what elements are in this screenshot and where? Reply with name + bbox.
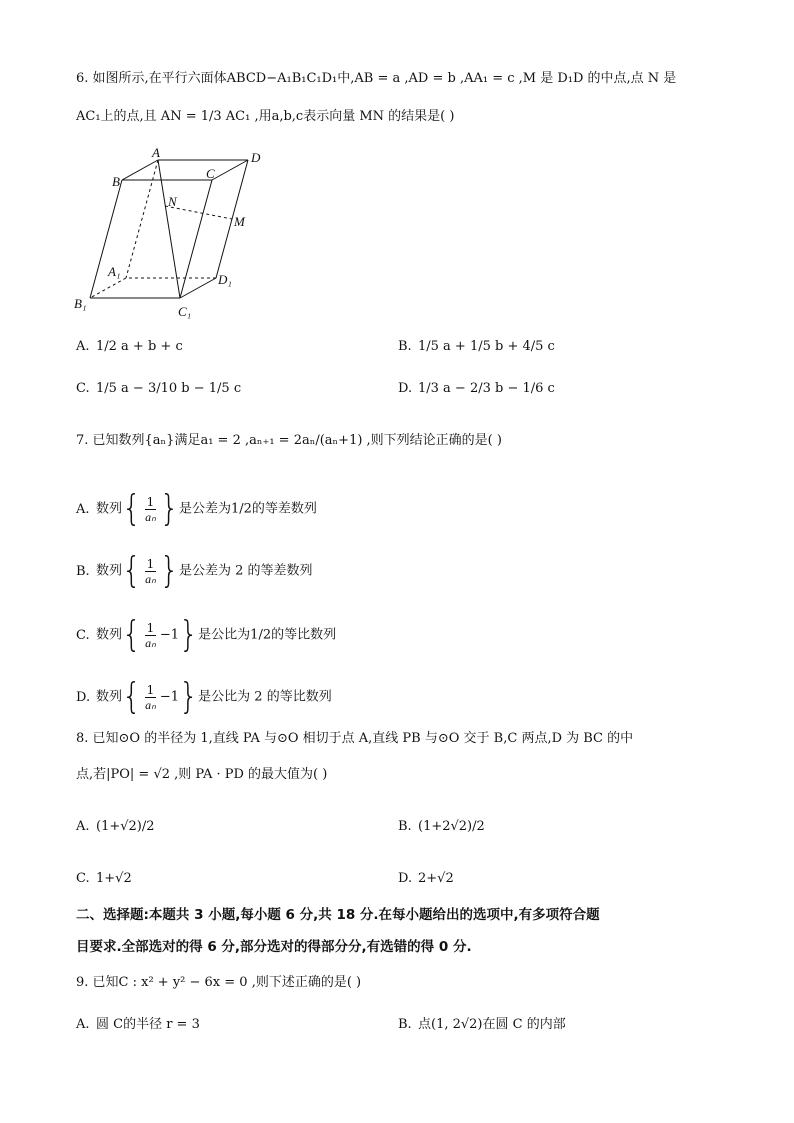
label-B1: B₁ [74,296,87,311]
label-A: A [152,148,160,160]
q8-option-b[interactable]: B. (1+2√2)/2 [398,819,485,834]
q7-stem: 7. 已知数列{aₙ}满足a₁ = 2 ,aₙ₊₁ = 2aₙ/(aₙ+1) ,则下列结论正确的是( ) [76,433,502,448]
q6-stem-line1: 6. 如图所示,在平行六面体ABCD−A₁B₁C₁D₁中,AB = a ,AD = b ,AA₁ = c ,M 是 D₁D 的中点,点 N 是 [76,71,677,86]
q9-option-b[interactable]: B. 点(1, 2√2)在圆 C 的内部 [398,1017,566,1032]
q7-option-b[interactable]: B. 数列{ $\frac{1}{\text{aₙ}}$ }是公差为 2 的等差数列 [76,549,313,592]
label-M: M [234,214,245,229]
q8-option-c[interactable]: C. 1+√2 [76,871,132,886]
q8-option-a[interactable]: A. (1+√2)/2 [76,819,155,834]
q6-option-d[interactable]: D. 1/3 a − 2/3 b − 1/6 c [398,381,555,396]
q8-stem-line2: 点,若|PO| = √2 ,则 PA · PD 的最大值为( ) [76,767,328,782]
label-D: D [251,150,261,165]
q6-stem-line2: AC₁上的点,且 AN = 1/3 AC₁ ,用a,b,c表示向量 MN 的结果是( ) [76,109,455,124]
label-N: N [168,194,177,209]
q9-option-a[interactable]: A. 圆 C的半径 r = 3 [76,1017,200,1032]
q9-stem: 9. 已知C : x² + y² − 6x = 0 ,则下述正确的是( ) [76,975,362,990]
q6-option-b[interactable]: B. 1/5 a + 1/5 b + 4/5 c [398,339,555,354]
section2-heading-line1: 二、选择题:本题共 3 小题,每小题 6 分,共 18 分.在每小题给出的选项中,有多项符合题 [76,907,600,923]
q7-option-c[interactable]: C. 数列{ $\frac{1}{\text{aₙ}}$ −1}是公比为1/2的等比数列 [76,613,337,656]
label-C: C [206,166,215,181]
label-D1: D₁ [218,272,232,287]
section2-heading-line2: 目要求.全部选对的得 6 分,部分选对的得部分分,有选错的得 0 分. [76,939,472,955]
parallelepiped-figure [70,148,270,323]
q6-option-a[interactable]: A. 1/2 a + b + c [76,339,183,354]
q7-option-a[interactable]: A. 数列{ $\frac{1}{\text{aₙ}}$ }是公差为1/2的等差数列 [76,487,317,530]
q8-stem-line1: 8. 已知⊙O 的半径为 1,直线 PA 与⊙O 相切于点 A,直线 PB 与⊙O 交于 B,C 两点,D 为 BC 的中 [76,731,634,746]
q8-option-d[interactable]: D. 2+√2 [398,871,454,886]
q6-option-c[interactable]: C. 1/5 a − 3/10 b − 1/5 c [76,381,242,396]
label-B: B [112,174,120,189]
label-C1: C₁ [178,304,192,319]
label-A1: A₁ [108,264,121,279]
q7-option-d[interactable]: D. 数列{ $\frac{1}{\text{aₙ}}$ −1}是公比为 2 的等比数列 [76,675,332,718]
